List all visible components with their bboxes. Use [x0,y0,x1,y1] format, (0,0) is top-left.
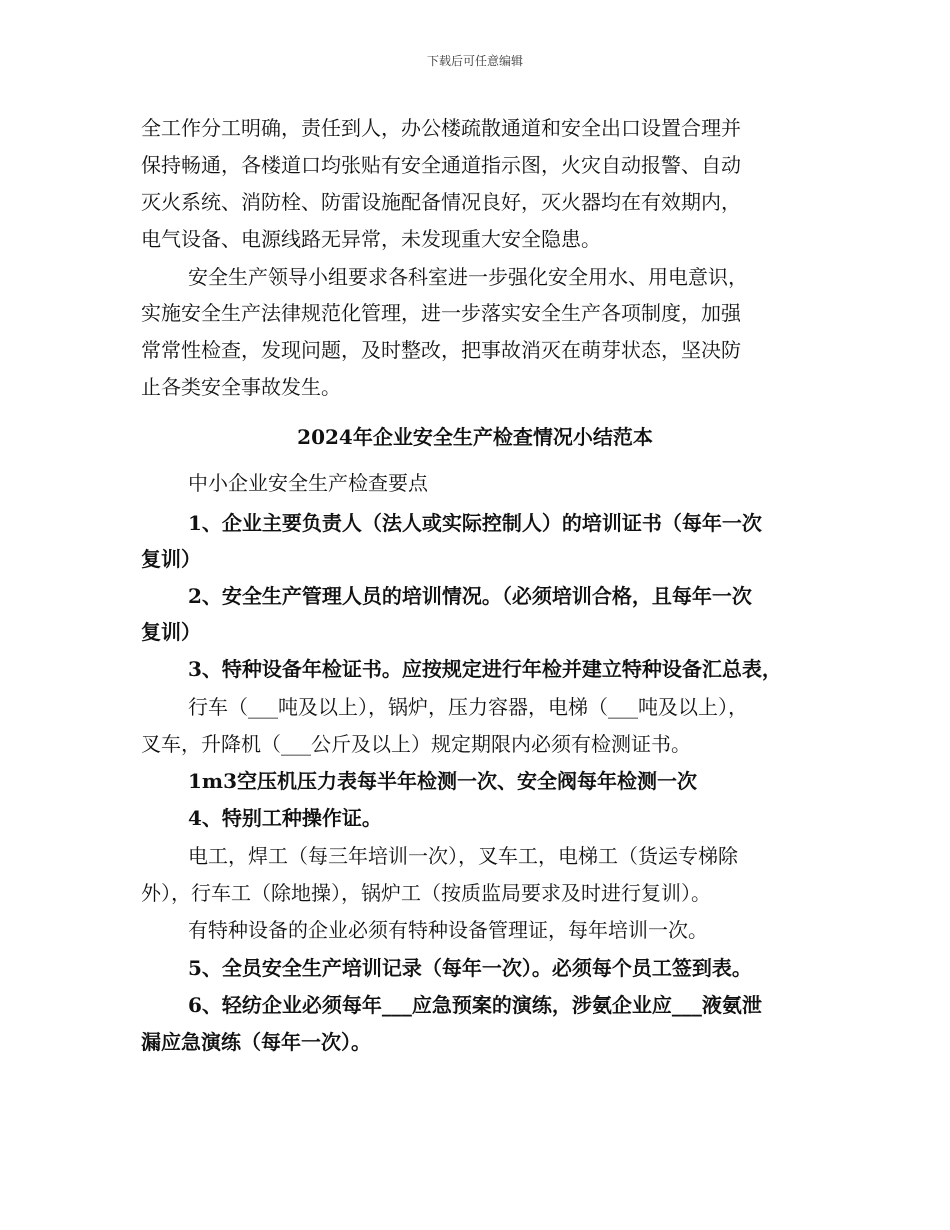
item-6-cont: 漏应急演练（每年一次）。 [141,1030,371,1054]
paragraph-line: 全工作分工明确，责任到人，办公楼疏散通道和安全出口设置合理并 [141,116,741,140]
subtitle: 中小企业安全生产检查要点 [188,471,428,495]
paragraph-line: 灭火系统、消防栓、防雷设施配备情况良好，灭火器均在有效期内， [141,190,741,214]
paragraph-line: 保持畅通，各楼道口均张贴有安全通道指示图，火灾自动报警、自动 [141,153,741,177]
item-3-detail: 行车（___吨及以上），锅炉，压力容器，电梯（___吨及以上）， [188,695,748,719]
paragraph-line: 安全生产领导小组要求各科室进一步强化安全用水、用电意识， [188,265,748,289]
item-4-note: 有特种设备的企业必须有特种设备管理证，每年培训一次。 [188,918,708,942]
item-3-note: 1m3空压机压力表每半年检测一次、安全阀每年检测一次 [188,769,697,793]
item-1-cont: 复训） [141,547,201,571]
item-1: 1、企业主要负责人（法人或实际控制人）的培训证书（每年一次 [188,511,762,535]
paragraph-line: 常常性检查，发现问题，及时整改，把事故消灭在萌芽状态，坚决防 [141,338,741,362]
item-3-detail: 叉车，升降机（___公斤及以上）规定期限内必须有检测证书。 [141,732,691,756]
header-note: 下载后可任意编辑 [426,54,523,68]
paragraph-line: 实施安全生产法律规范化管理，进一步落实安全生产各项制度，加强 [141,301,741,325]
item-4-detail: 外），行车工（除地操），锅炉工（按质监局要求及时进行复训）。 [141,881,711,905]
document-title: 2024年企业安全生产检查情况小结范本 [297,425,653,449]
item-6: 6、轻纺企业必须每年___应急预案的演练，涉氨企业应___液氨泄 [188,993,762,1017]
paragraph-line: 止各类安全事故发生。 [141,375,341,399]
paragraph-line: 电气设备、电源线路无异常，未发现重大安全隐患。 [141,227,601,251]
item-2: 2、安全生产管理人员的培训情况。（必须培训合格，且每年一次 [188,584,752,608]
item-3: 3、特种设备年检证书。应按规定进行年检并建立特种设备汇总表， [188,657,782,681]
item-4: 4、特别工种操作证。 [188,806,382,830]
item-2-cont: 复训） [141,620,201,644]
item-4-detail: 电工，焊工（每三年培训一次），叉车工，电梯工（货运专梯除 [188,844,738,868]
item-5: 5、全员安全生产培训记录（每年一次）。必须每个员工签到表。 [188,956,752,980]
